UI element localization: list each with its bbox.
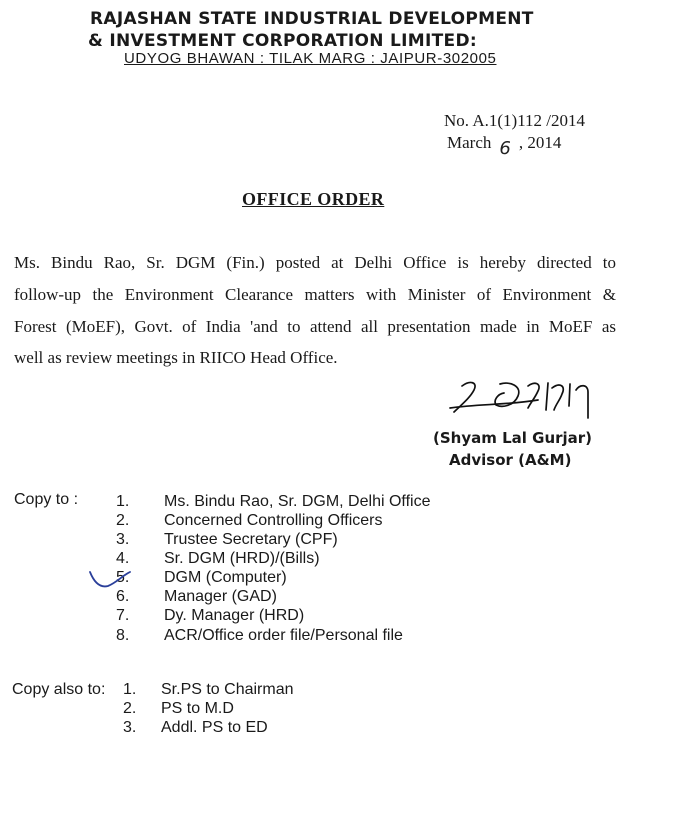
copy-to-item-number: 1. [116,493,130,510]
date-day-handwritten: 6 [499,138,511,159]
copy-to-item-text: Ms. Bindu Rao, Sr. DGM, Delhi Office [164,493,431,510]
date-month: March [447,133,492,152]
copy-to-item-text: DGM (Computer) [164,569,287,586]
signatory-designation: Advisor (A&M) [449,451,572,469]
copy-to-item-number: 5. [116,569,130,586]
copy-to-item-text: Trustee Secretary (CPF) [164,531,338,548]
copy-also-to-item-text: PS to M.D [161,700,234,717]
copy-to-item-number: 2. [116,512,130,529]
copy-to-item-number: 8. [116,627,130,644]
copy-also-to-item-text: Sr.PS to Chairman [161,681,294,698]
order-date [447,132,562,159]
copy-to-label: Copy to : [14,491,79,508]
copy-also-to-item-number: 3. [123,719,137,736]
org-name-line-1: RAJASHAN STATE INDUSTRIAL DEVELOPMENT [90,9,534,29]
body-line-3: Forest (MoEF), Govt. of India 'and to attend all presentation made in MoEF as [14,317,616,336]
org-address: UDYOG BHAWAN : TILAK MARG : JAIPUR-302005 [124,50,497,67]
copy-to-item-number: 4. [116,550,130,567]
page-title: OFFICE ORDER [242,189,385,209]
copy-to-item-text: Manager (GAD) [164,588,277,605]
copy-to-item-text: ACR/Office order file/Personal file [164,627,403,644]
copy-to-item-number: 3. [116,531,130,548]
copy-also-to-label: Copy also to: [12,681,106,698]
reference-number: No. A.1(1)112 /2014 [444,111,586,130]
body-line-4: well as review meetings in RIICO Head Office. [14,348,338,367]
date-year: , 2014 [518,133,562,152]
copy-to-item-number: 7. [116,607,130,624]
copy-to-item-number: 6. [116,588,130,605]
org-name-line-2: & INVESTMENT CORPORATION LIMITED: [88,31,477,51]
copy-also-to-item-number: 1. [123,681,137,698]
body-line-1: Ms. Bindu Rao, Sr. DGM (Fin.) posted at Delhi Office is hereby directed to [14,253,616,272]
signatory-name: (Shyam Lal Gurjar) [433,429,593,447]
handwritten-tick-icon [88,568,132,594]
copy-to-item-text: Sr. DGM (HRD)/(Bills) [164,550,320,567]
copy-also-to-item-text: Addl. PS to ED [161,719,268,736]
handwritten-signature [448,378,648,428]
copy-to-item-text: Dy. Manager (HRD) [164,607,305,624]
copy-also-to-item-number: 2. [123,700,137,717]
body-line-2: follow-up the Environment Clearance matters with Minister of Environment & [14,285,616,304]
copy-to-item-text: Concerned Controlling Officers [164,512,383,529]
